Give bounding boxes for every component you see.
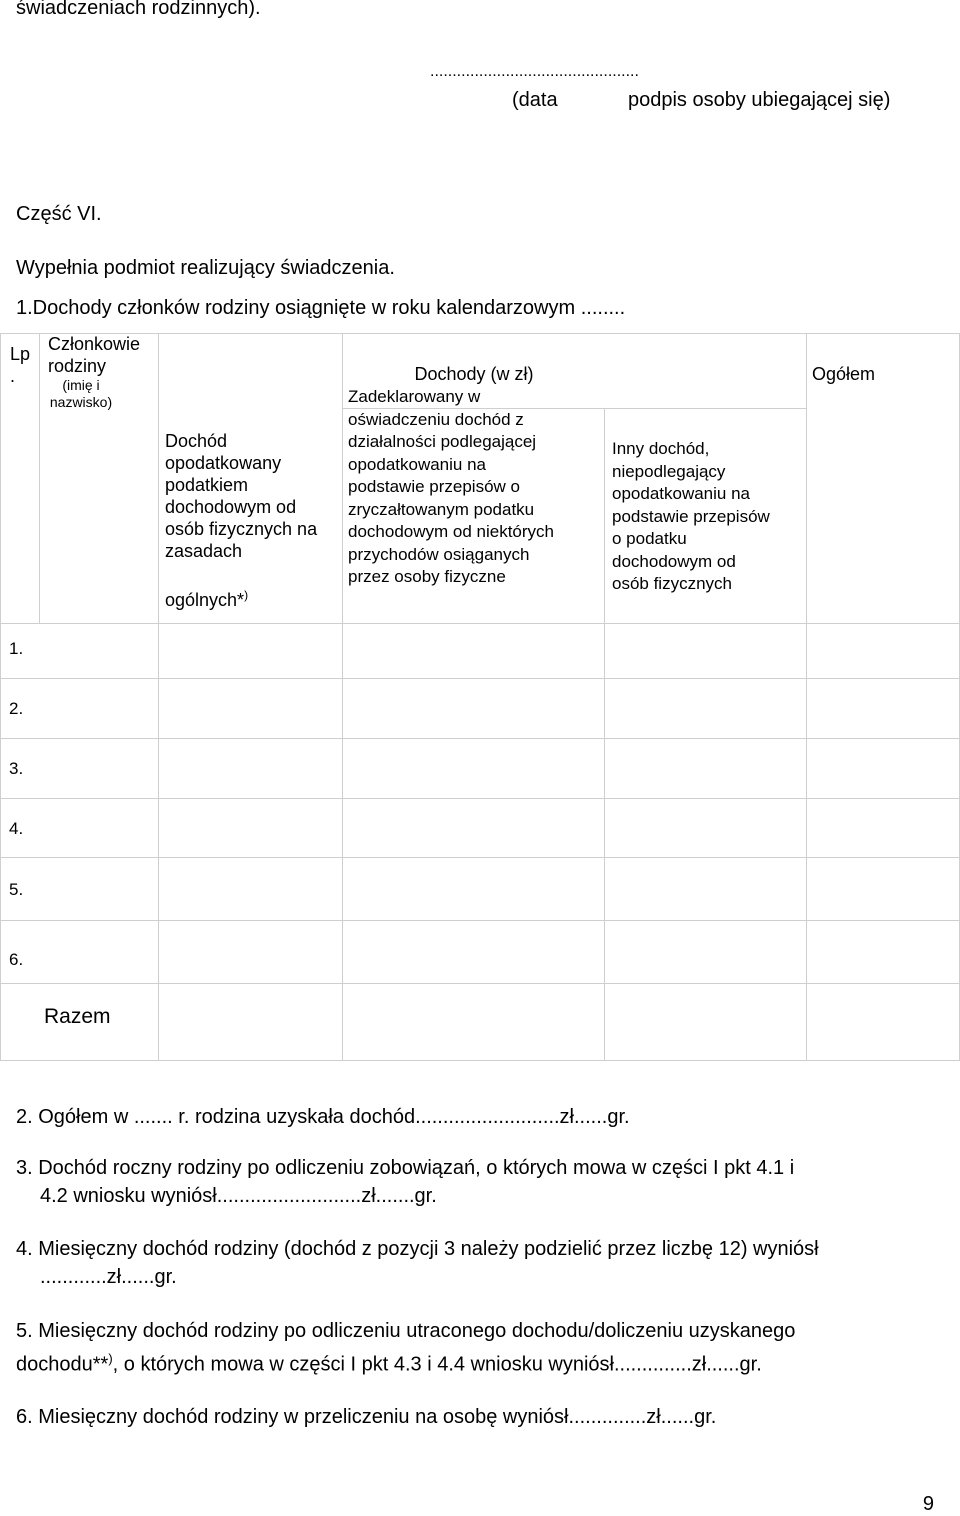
- header-income: Dochody (w zł): [414, 364, 534, 384]
- header-total: Ogółem: [812, 364, 876, 384]
- table-row-divider: [0, 920, 960, 921]
- monthly-income-line-2: ............zł......gr.: [40, 1266, 177, 1288]
- monthly-income-paragraph: [16, 1235, 960, 1291]
- annual-income-line-1: 3. Dochód roczny rodziny po odliczeniu zobowiązań, o których mowa w części I pkt 4.1 i: [16, 1157, 795, 1179]
- table-row-divider: [0, 983, 960, 984]
- row-number: 4.: [9, 819, 24, 838]
- table-row-divider: [0, 738, 960, 739]
- row-number: 5.: [9, 880, 24, 899]
- adjusted-income-line-2-start: dochodu**: [16, 1353, 109, 1376]
- income-table: [0, 333, 960, 1061]
- header-taxed-income-footnote: ): [244, 588, 249, 602]
- table-row-divider: [0, 857, 960, 858]
- signature-applicant-label: podpis osoby ubiegającej się): [628, 89, 891, 111]
- part-subtitle: Wypełnia podmiot realizujący świadczenia.: [16, 257, 395, 279]
- header-family-members: Członkowie rodziny: [48, 334, 141, 376]
- per-person-income-line: 6. Miesięczny dochód rodziny w przeliczeniu na osobę wyniósł..............zł......gr.: [16, 1406, 717, 1428]
- table-divider-lp: [39, 333, 40, 623]
- table-row-divider: [0, 798, 960, 799]
- header-taxed-income-text: Dochód opodatkowany podatkiem dochodowym od osób fizycznych na zasadach ogólnych*: [165, 431, 318, 610]
- adjusted-income-footnote: ): [108, 1351, 113, 1366]
- table-border-bottom: [0, 1060, 960, 1061]
- table-header-bottom: [0, 623, 960, 624]
- section-1-title: 1.Dochody członków rodziny osiągnięte w roku kalendarzowym ........: [16, 297, 626, 319]
- monthly-income-line-1: 4. Miesięczny dochód rodziny (dochód z pozycji 3 należy podzielić przez liczbę 12) wyniósł: [16, 1238, 819, 1260]
- previous-page-fragment: świadczeniach rodzinnych).: [16, 0, 261, 19]
- row-number: 1.: [9, 639, 24, 658]
- page-number: 9: [922, 1493, 934, 1515]
- part-title: Część VI.: [16, 203, 102, 225]
- header-other-income: Inny dochód, niepodlegający opodatkowaniu na podstawie przepisów o podatku dochodowym od osób fizycznych: [612, 439, 770, 593]
- total-income-line: 2. Ogółem w ....... r. rodzina uzyskała dochód..........................zł......gr.: [16, 1106, 630, 1128]
- signature-date-label: (data: [512, 89, 558, 111]
- row-number: 6.: [9, 950, 24, 969]
- table-divider-col2: [604, 408, 605, 1061]
- table-divider-col1: [342, 333, 343, 1061]
- header-lp: Lp .: [10, 344, 31, 386]
- table-divider-members: [158, 333, 159, 1061]
- table-row-divider: [0, 678, 960, 679]
- annual-income-line-2: 4.2 wniosku wyniósł..........................zł.......gr.: [40, 1185, 437, 1207]
- adjusted-income-line-2-end: , o których mowa w części I pkt 4.3 i 4.4 wniosku wyniósł..............zł......gr.: [112, 1353, 762, 1376]
- adjusted-income-line-2: [16, 1345, 960, 1379]
- row-number: 2.: [9, 699, 24, 718]
- table-border-left: [0, 333, 1, 1061]
- adjusted-income-line-1: 5. Miesięczny dochód rodziny po odliczeniu utraconego dochodu/doliczeniu uzyskanego: [16, 1320, 796, 1342]
- row-number: 3.: [9, 759, 24, 778]
- table-border-top: [0, 333, 960, 334]
- header-flat-rate-income: Zadeklarowany w oświadczeniu dochód z działalności podlegającej opodatkowaniu na podstawie przepisów o zryczałtowanym podatku dochodowym od niektórych przychodów osiąganych przez osoby fizyczne: [348, 387, 555, 586]
- adjusted-income-paragraph: [16, 1317, 960, 1379]
- header-taxed-income: [165, 430, 340, 611]
- signature-dots: ...............................................: [430, 63, 639, 80]
- annual-income-paragraph: [16, 1154, 960, 1210]
- header-family-members-sub: (imię i nazwisko): [49, 377, 113, 410]
- total-row-label: Razem: [44, 1005, 111, 1028]
